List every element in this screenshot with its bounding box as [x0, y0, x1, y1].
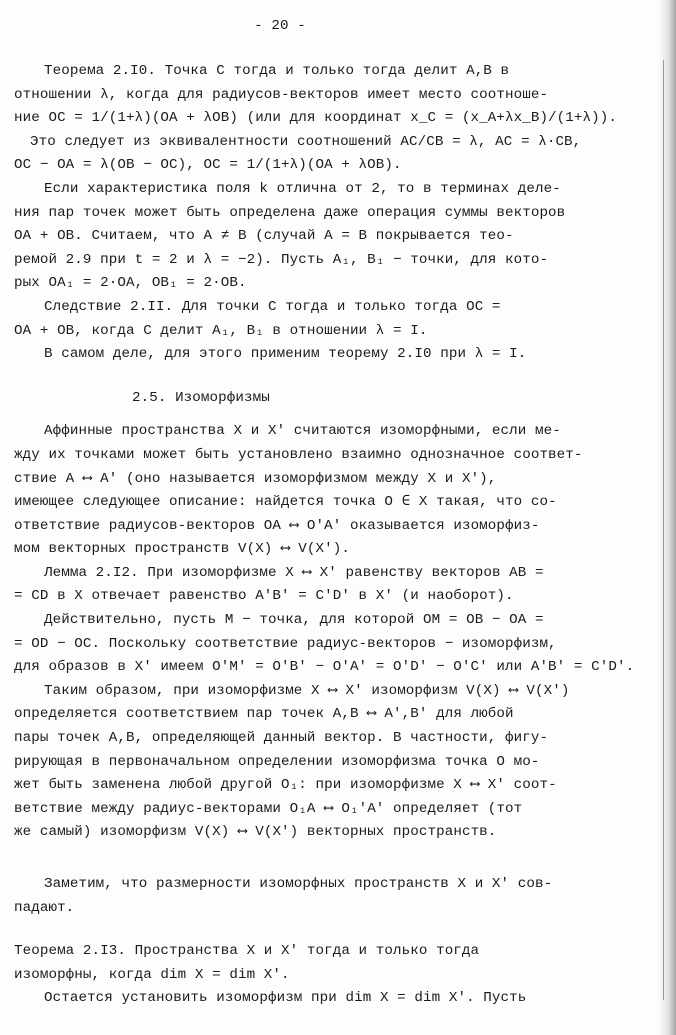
isomorphism-def-line-1: Аффинные пространства X и X′ считаются изоморфными, если ме-: [44, 423, 561, 440]
book-spine-shadow: [658, 0, 676, 1035]
binding-edge-line: [663, 60, 664, 1000]
isomorphism-def-line-5: ответствие радиусов-векторов OA ⟷ O′A′ оказывается изоморфиз-: [14, 517, 540, 534]
paragraph-char-line-4: ремой 2.9 при t = 2 и λ = −2). Пусть A₁, B₁ − точки, для кото-: [14, 251, 549, 268]
theorem-2-10-line-2: отношении λ, когда для радиусов-векторов имеет место соотноше-: [14, 86, 549, 103]
proof-start-line: Остается установить изоморфизм при dim X = dim X′. Пусть: [44, 990, 527, 1007]
lemma-proof-line-1: Действительно, пусть M − точка, для которой OM = OB − OA =: [44, 612, 544, 629]
consequence-line-5: жет быть заменена любой другой O₁: при изоморфизме X ⟷ X′ соот-: [14, 777, 557, 794]
isomorphism-def-line-4: имеющее следующее описание: найдется точка O ∈ X такая, что со-: [14, 494, 557, 511]
paragraph-char-line-2: ния пар точек может быть определена даже операция суммы векторов: [14, 204, 566, 221]
consequence-line-2: определяется соответствием пар точек A,B ⟷ A′,B′ для любой: [14, 706, 514, 723]
isomorphism-def-line-3: ствие A ⟷ A′ (оно называется изоморфизмом между X и X′),: [14, 470, 497, 487]
equivalence-line-1: Это следует из эквивалентности соотношений AC/CB = λ, AC = λ·CB,: [30, 133, 582, 150]
paragraph-char-line-3: OA + OB. Считаем, что A ≠ B (случай A = B покрывается тео-: [14, 228, 514, 245]
theorem-2-10-line-1: Теорема 2.I0. Точка C тогда и только тогда делит A,B в: [44, 63, 510, 79]
corollary-2-11-line-1: Следствие 2.II. Для точки C тогда и только тогда OC =: [44, 298, 501, 315]
page-number: - 20 -: [254, 18, 306, 34]
lemma-proof-line-2: = OD − OC. Поскольку соответствие радиус-векторов − изоморфизм,: [14, 635, 557, 652]
page-body: [14, 60, 660, 1011]
consequence-line-3: пары точек A,B, определяющей данный вектор. В частности, фигу-: [14, 730, 549, 747]
lemma-2-12-line-1: Лемма 2.I2. При изоморфизме X ⟷ X′ равенству векторов AB =: [44, 564, 544, 581]
consequence-line-6: ветствие между радиус-векторами O₁A ⟷ O₁′A′ определяет (тот: [14, 800, 523, 817]
equivalence-line-2: OC − OA = λ(OB − OC), OC = 1/(1+λ)(OA + λOB).: [14, 157, 402, 174]
isomorphism-def-line-2: жду их точками может быть установлено взаимно однозначное соответ-: [14, 446, 583, 463]
consequence-line-7: же самый) изоморфизм V(X) ⟷ V(X′) векторных пространств.: [14, 824, 497, 841]
lemma-proof-line-3: для образов в X′ имеем O′M′ = O′B′ − O′A′ = O′D′ − O′C′ или A′B′ = C′D′.: [14, 659, 635, 676]
theorem-2-13-line-1: Теорема 2.I3. Пространства X и X′ тогда и только тогда: [14, 943, 480, 960]
section-heading: 2.5. Изоморфизмы: [132, 389, 270, 406]
corollary-proof-line: В самом деле, для этого применим теорему 2.I0 при λ = I.: [44, 346, 527, 363]
paragraph-char-line-5: рых OA₁ = 2·OA, OB₁ = 2·OB.: [14, 275, 247, 292]
lemma-2-12-line-2: = CD в X отвечает равенство A′B′ = C′D′ в X′ (и наоборот).: [14, 588, 514, 605]
dimension-remark-line-2: падают.: [14, 899, 75, 916]
corollary-2-11-line-2: OA + OB, когда C делит A₁, B₁ в отношении λ = I.: [14, 322, 428, 339]
theorem-2-10-formula: ние OC = 1/(1+λ)(OA + λOB) (или для координат x_C = (x_A+λx_B)/(1+λ)).: [14, 110, 617, 127]
consequence-line-1: Таким образом, при изоморфизме X ⟷ X′ изоморфизм V(X) ⟷ V(X′): [44, 682, 570, 699]
paragraph-char-line-1: Если характеристика поля k отлична от 2, то в терминах деле-: [44, 180, 561, 197]
theorem-2-13-line-2: изоморфны, когда dim X = dim X′.: [14, 966, 290, 983]
consequence-line-4: рирующая в первоначальном определении изоморфизма точка O мо-: [14, 753, 540, 770]
dimension-remark-line-1: Заметим, что размерности изоморфных пространств X и X′ сов-: [44, 876, 553, 892]
isomorphism-def-line-6: мом векторных пространств V(X) ⟷ V(X′).: [14, 541, 350, 558]
